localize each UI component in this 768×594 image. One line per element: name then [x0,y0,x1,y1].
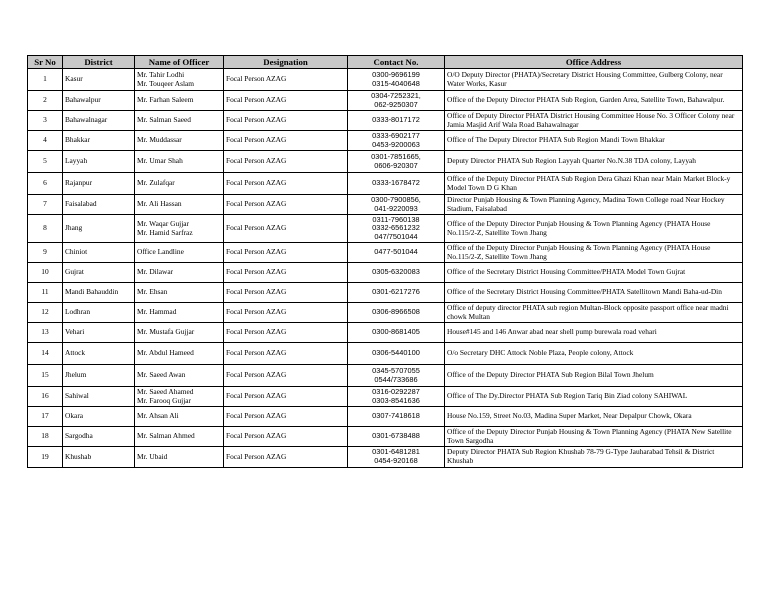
sr-no-cell: 19 [28,447,63,468]
officer-name-cell [135,323,224,343]
officer-name: Mr. Dilawar [137,267,174,277]
district-cell: Kasur [63,69,135,91]
sr-no-cell: 13 [28,323,63,343]
officer-name-cell [135,365,224,387]
table-row [28,263,743,283]
officer-name: Mr. Salman Saeed [137,115,191,125]
officer-name: Mr. Ali Hassan [137,199,182,209]
contact-number: 0307-7418618 [372,411,420,421]
office-address-cell [445,151,743,173]
district-cell: Bhakkar [63,131,135,151]
office-address-cell [445,91,743,111]
table-row [28,173,743,195]
contact-number: 0300-9696199 [372,69,420,79]
designation-cell: Focal Person AZAG [224,283,348,303]
table-row [28,343,743,365]
designation-cell: Focal Person AZAG [224,151,348,173]
office-address-cell [445,131,743,151]
designation-cell: Focal Person AZAG [224,69,348,91]
office-address: Office of The Deputy Director PHATA Sub Region Mandi Town Bhakkar [447,135,665,145]
designation-cell: Focal Person AZAG [224,215,348,243]
contact-number: 0333-6902177 [372,130,420,140]
table-row [28,131,743,151]
office-address-cell [445,387,743,407]
header-row [28,56,743,69]
table-row [28,365,743,387]
column-header-designation: Designation [224,56,348,69]
office-address-cell [445,365,743,387]
contact-cell [348,447,445,468]
district-cell: Mandi Bahauddin [63,283,135,303]
officers-table [27,55,743,468]
table-row [28,283,743,303]
office-address: Deputy Director PHATA Sub Region Khushab 78-79 G-Type Jauharabad Tehsil & District Khushab [447,447,715,465]
officer-name: Office Landline [137,247,184,257]
table-row [28,243,743,263]
officer-name-cell [135,407,224,427]
contact-number: 0454-920168 [374,456,418,465]
officer-name: Mr. Muddassar [137,135,182,145]
officer-name: Mr. Waqar Gujjar [137,218,190,228]
designation-cell: Focal Person AZAG [224,243,348,263]
sr-no-cell: 10 [28,263,63,283]
district-cell: Chiniot [63,243,135,263]
office-address: Office of The Dy.Director PHATA Sub Region Tariq Bin Ziad colony SAHIWAL [447,391,688,401]
officer-name-cell [135,243,224,263]
officer-name-cell [135,111,224,131]
designation-cell: Focal Person AZAG [224,447,348,468]
officer-name: Mr. Farhan Saleem [137,95,194,105]
contact-cell [348,407,445,427]
district-cell: Khushab [63,447,135,468]
district-cell: Attock [63,343,135,365]
contact-cell [348,283,445,303]
contact-number: 0333-8017172 [372,115,420,125]
contact-number: 0300-8681405 [372,327,420,337]
contact-cell [348,151,445,173]
contact-number: 0345-5707055 [372,365,420,375]
office-address-cell [445,447,743,468]
officer-name-cell [135,215,224,243]
contact-number: 0305-6320083 [372,267,420,277]
district-cell: Rajanpur [63,173,135,195]
officer-name: Mr. Saeed Ahamed [137,386,194,396]
contact-cell [348,131,445,151]
office-address: Office of deputy director PHATA sub region Multan-Block opposite passport office near madni chowk Multan [447,302,729,321]
designation-cell: Focal Person AZAG [224,427,348,447]
table-row [28,303,743,323]
table-row [28,447,743,468]
sr-no-cell: 2 [28,91,63,111]
officer-name: Mr. Abdul Hameed [137,348,194,358]
office-address-cell [445,283,743,303]
officer-name-cell [135,283,224,303]
designation-cell: Focal Person AZAG [224,263,348,283]
designation-cell: Focal Person AZAG [224,323,348,343]
office-address-cell [445,303,743,323]
column-header-contact-no: Contact No. [348,56,445,69]
contact-number: 0544/733686 [374,374,418,384]
sr-no-cell: 1 [28,69,63,91]
office-address-cell [445,263,743,283]
contact-cell [348,173,445,195]
officer-name: Mr. Tahir Lodhi [137,69,185,79]
table-row [28,387,743,407]
contact-number: 0301-6738488 [372,431,420,441]
office-address-cell [445,343,743,365]
contact-cell [348,91,445,111]
district-cell: Lodhran [63,303,135,323]
office-address: Office of the Deputy Director PHATA Sub Region, Garden Area, Satellite Town, Bahawalpur. [447,95,725,105]
sr-no-cell: 14 [28,343,63,365]
contact-number: 0301-6481281 [372,447,420,457]
officer-name: Mr. Mustafa Gujjar [137,327,195,337]
sr-no-cell: 16 [28,387,63,407]
table-row [28,427,743,447]
officer-name-cell [135,173,224,195]
contact-number: 0332-6561232 [372,223,420,233]
contact-cell [348,323,445,343]
district-cell: Sahiwal [63,387,135,407]
designation-cell: Focal Person AZAG [224,387,348,407]
office-address-cell [445,111,743,131]
officer-name: Mr. Hammad [137,307,177,317]
officer-name-cell [135,263,224,283]
office-address: Office of Deputy Director PHATA District Housing Committee House No. 3 Officer Colony near Jamia Masjid Arif Wala Road Bahawalnagar [447,110,735,129]
sr-no-cell: 9 [28,243,63,263]
contact-number: 0300-7900856, [371,194,421,204]
office-address: O/O Deputy Director (PHATA)/Secretary District Housing Committee, Gulberg Colony, near Water Works, Kasur [447,69,723,88]
office-address: Office of the Deputy Director Punjab Housing & Town Planning Agency (PHATA New Satellite Town Sargodha [447,426,732,445]
office-address-cell [445,243,743,263]
sr-no-cell: 17 [28,407,63,427]
district-cell: Jhang [63,215,135,243]
contact-number: 0315-4040648 [372,78,420,88]
contact-cell [348,303,445,323]
sr-no-cell: 15 [28,365,63,387]
district-cell: Sargodha [63,427,135,447]
contact-number: 062-9250307 [374,99,418,109]
sr-no-cell: 5 [28,151,63,173]
designation-cell: Focal Person AZAG [224,131,348,151]
office-address-cell [445,323,743,343]
contact-number: 047/7501044 [374,231,418,241]
officer-name-cell [135,303,224,323]
officer-name-cell [135,447,224,468]
officer-name-cell [135,131,224,151]
district-cell: Bahawalpur [63,91,135,111]
officer-name-cell [135,69,224,91]
contact-cell [348,69,445,91]
column-header-office-address: Office Address [445,56,743,69]
designation-cell: Focal Person AZAG [224,365,348,387]
district-cell: Layyah [63,151,135,173]
office-address: Office of the Secretary District Housing Committee/PHATA Satellitown Mandi Baha-ud-Din [447,287,722,297]
contact-number: 0453-9200063 [372,139,420,149]
contact-number: 0306-8966508 [372,307,420,317]
district-cell: Vehari [63,323,135,343]
district-cell: Faisalabad [63,195,135,215]
office-address-cell [445,69,743,91]
officer-name-cell [135,195,224,215]
column-header-sr-no: Sr No [28,56,63,69]
contact-cell [348,365,445,387]
designation-cell: Focal Person AZAG [224,195,348,215]
office-address: House#145 and 146 Anwar abad near shell pump burewala road vehari [447,327,657,337]
sr-no-cell: 6 [28,173,63,195]
contact-cell [348,195,445,215]
sr-no-cell: 12 [28,303,63,323]
office-address: Deputy Director PHATA Sub Region Layyah Quarter No.N.38 TDA colony, Layyah [447,156,696,166]
contact-cell [348,343,445,365]
officer-name: Mr. Saeed Awan [137,370,186,380]
district-cell: Gujrat [63,263,135,283]
officer-name-cell [135,387,224,407]
office-address: Office of the Secretary District Housing Committee/PHATA Model Town Gujrat [447,267,686,277]
district-cell: Jhelum [63,365,135,387]
officer-name-cell [135,151,224,173]
contact-number: 0316-0292287 [372,386,420,396]
column-header-district: District [63,56,135,69]
column-header-name-of-officer: Name of Officer [135,56,224,69]
office-address: Director Punjab Housing & Town Planning Agency, Madina Town College road Near Hockey Stadium, Faisalabad [447,194,725,213]
contact-cell [348,111,445,131]
office-address-cell [445,427,743,447]
officer-name: Mr. Salman Ahmed [137,431,195,441]
office-address: Office of the Deputy Director Punjab Housing & Town Planning Agency (PHATA House No.115/2-Z, Satellite Town Jhang [447,242,711,261]
designation-cell: Focal Person AZAG [224,303,348,323]
contact-number: 041-9220093 [374,203,418,213]
table-body [28,69,743,468]
sr-no-cell: 3 [28,111,63,131]
designation-cell: Focal Person AZAG [224,111,348,131]
officer-name: Mr. Ubaid [137,451,168,461]
officer-name-cell [135,343,224,365]
officer-name: Mr. Farooq Gujjar [137,395,191,405]
table-row [28,111,743,131]
sr-no-cell: 11 [28,283,63,303]
contact-cell [348,215,445,243]
sr-no-cell: 8 [28,215,63,243]
officer-name: Mr. Zulafqar [137,178,175,188]
officer-name: Mr. Umar Shah [137,156,183,166]
contact-number: 0477-501044 [374,247,418,257]
table-row [28,323,743,343]
designation-cell: Focal Person AZAG [224,173,348,195]
contact-cell [348,263,445,283]
officer-name: Mr. Ehsan [137,287,168,297]
contact-number: 0606-920307 [374,160,418,170]
designation-cell: Focal Person AZAG [224,407,348,427]
office-address: Office of the Deputy Director PHATA Sub Region Dera Ghazi Khan near Main Market Block-y Model Town D G Khan [447,173,731,192]
contact-number: 0304-7252321, [371,90,421,100]
office-address: House No.159, Street No.03, Madina Super Market, Near Depalpur Chowk, Okara [447,411,692,421]
district-cell: Okara [63,407,135,427]
officer-name: Mr. Ahsan Ali [137,411,179,421]
contact-number: 0301-6217276 [372,287,420,297]
contact-number: 0301-7851665, [371,151,421,161]
sr-no-cell: 4 [28,131,63,151]
office-address-cell [445,407,743,427]
officer-name-cell [135,427,224,447]
table-row [28,69,743,91]
table-row [28,215,743,243]
office-address: Office of the Deputy Director Punjab Housing & Town Planning Agency (PHATA House No.115/2-Z, Satellite Town Jhang [447,218,711,237]
office-address: O/o Secretary DHC Attock Noble Plaza, People colony, Attock [447,348,634,358]
table-row [28,195,743,215]
table-row [28,151,743,173]
sr-no-cell: 18 [28,427,63,447]
table-row [28,407,743,427]
designation-cell: Focal Person AZAG [224,91,348,111]
district-cell: Bahawalnagar [63,111,135,131]
contact-number: 0306-5440100 [372,348,420,358]
office-address: Office of the Deputy Director PHATA Sub Region Bilal Town Jhelum [447,370,654,380]
sr-no-cell: 7 [28,195,63,215]
contact-cell [348,243,445,263]
officer-name: Mr. Hamid Sarfraz [137,227,193,237]
contact-number: 0303-8541636 [372,395,420,405]
designation-cell: Focal Person AZAG [224,343,348,365]
contact-cell [348,387,445,407]
table-row [28,91,743,111]
contact-number: 0333-1678472 [372,178,420,188]
contact-cell [348,427,445,447]
officer-name: Mr. Touqeer Aslam [137,78,195,88]
officer-name-cell [135,91,224,111]
contact-number: 0311-7960138 [372,214,420,224]
office-address-cell [445,195,743,215]
office-address-cell [445,173,743,195]
office-address-cell [445,215,743,243]
